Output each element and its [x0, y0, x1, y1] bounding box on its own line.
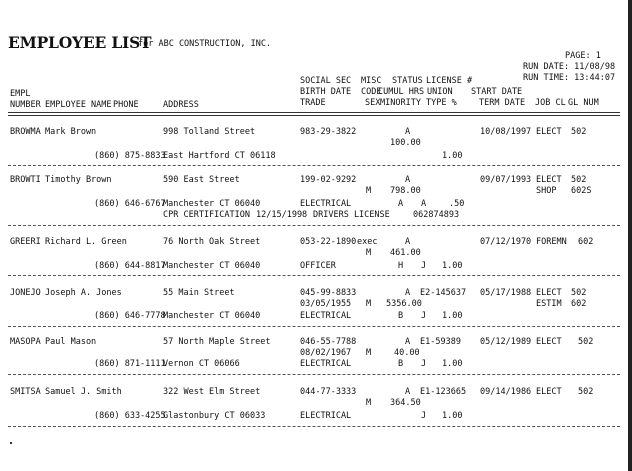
- start-date: 09/07/1993: [480, 175, 532, 185]
- license-number: E2-145637: [420, 288, 467, 298]
- gl-number-2: 602S: [571, 186, 592, 196]
- social-security: 046-55-7788: [300, 337, 357, 347]
- header-license: LICENSE #: [426, 76, 473, 86]
- certification-2: DRIVERS LICENSE: [313, 210, 390, 220]
- report-title: EMPLOYEE LIST: [8, 33, 152, 52]
- employee-id: JONEJO: [10, 288, 41, 298]
- employee-id: SMITSA: [10, 387, 41, 397]
- run-date: RUN DATE: 11/08/98: [523, 62, 616, 72]
- sex: M: [366, 299, 372, 309]
- sex: M: [366, 398, 372, 408]
- address-line2: Manchester CT 06040: [163, 311, 261, 321]
- job-class: ELECT: [536, 127, 562, 137]
- phone: (860) 633-4255: [94, 411, 166, 421]
- start-date: 09/14/1986: [480, 387, 532, 397]
- stray-mark: [10, 442, 12, 444]
- employee-id: MASOPA: [10, 337, 41, 347]
- minority: B: [398, 311, 404, 321]
- header-type-pct: TYPE %: [426, 98, 457, 108]
- trade: ELECTRICAL: [300, 199, 352, 209]
- job-class: ELECT: [536, 387, 562, 397]
- row-divider: [8, 426, 620, 427]
- status: A: [405, 237, 411, 247]
- address-line2: Manchester CT 06040: [163, 261, 261, 271]
- employee-id: GREERI: [10, 237, 41, 247]
- job-class: FOREMN: [536, 237, 567, 247]
- minority: H: [398, 261, 404, 271]
- address-line1: 322 West Elm Street: [163, 387, 261, 397]
- union-type: J: [421, 311, 427, 321]
- cumul-hours: 364.50: [390, 398, 421, 408]
- social-security: 199-02-9292: [300, 175, 357, 185]
- header-union: UNION: [427, 87, 453, 97]
- employee-id: BROWTI: [10, 175, 41, 185]
- address-line1: 76 North Oak Street: [163, 237, 261, 247]
- sex: M: [366, 248, 372, 258]
- certification: CPR CERTIFICATION: [163, 210, 250, 220]
- header-code: CODE: [361, 87, 382, 97]
- row-divider: [8, 374, 620, 375]
- page-edge-bar: [628, 0, 632, 471]
- address-line2: Vernon CT 06066: [163, 359, 240, 369]
- header-minority: MINORITY: [380, 98, 421, 108]
- report-subtitle: for ABC CONSTRUCTION, INC.: [138, 39, 272, 49]
- header-status: STATUS: [392, 76, 423, 86]
- phone: (860) 875-8833: [94, 151, 166, 161]
- cumul-hours: 798.00: [390, 186, 421, 196]
- sex: M: [366, 186, 372, 196]
- gl-number: 502: [571, 127, 587, 137]
- header-cumul-hrs: CUMUL HRS: [378, 87, 425, 97]
- header-rule: [8, 112, 620, 116]
- header-gl-num: GL NUM: [568, 98, 599, 108]
- trade: OFFICER: [300, 261, 336, 271]
- row-divider: [8, 326, 620, 327]
- job-class: ELECT: [536, 288, 562, 298]
- run-time: RUN TIME: 13:44:07: [523, 73, 616, 83]
- minority: B: [398, 359, 404, 369]
- row-divider: [8, 225, 620, 226]
- address-line1: 57 North Maple Street: [163, 337, 271, 347]
- job-class: ELECT: [536, 175, 562, 185]
- address-line2: Manchester CT 06040: [163, 199, 261, 209]
- address-line2: East Hartford CT 06118: [163, 151, 276, 161]
- employee-name: Timothy Brown: [45, 175, 112, 185]
- start-date: 10/08/1997: [480, 127, 532, 137]
- certification-date: 12/15/1998: [256, 210, 308, 220]
- union-pct: 1.00: [442, 359, 463, 369]
- address-line2: Glastonbury CT 06033: [163, 411, 266, 421]
- union-pct: 1.00: [442, 261, 463, 271]
- gl-number: 502: [571, 288, 587, 298]
- status: A: [405, 175, 411, 185]
- status: A: [405, 387, 411, 397]
- gl-number: 502: [571, 175, 587, 185]
- gl-number-2: 602: [571, 299, 587, 309]
- employee-name: Samuel J. Smith: [45, 387, 122, 397]
- social-security: 053-22-1890: [300, 237, 357, 247]
- employee-name: Richard L. Green: [45, 237, 127, 247]
- header-term-date: TERM DATE: [479, 98, 526, 108]
- certification-2-number: 062874893: [413, 210, 460, 220]
- start-date: 05/17/1988: [480, 288, 532, 298]
- header-address: ADDRESS: [163, 100, 199, 110]
- union-pct: 1.00: [442, 311, 463, 321]
- union-pct: .50: [449, 199, 465, 209]
- header-trade: TRADE: [300, 98, 326, 108]
- birth-date: 03/05/1955: [300, 299, 352, 309]
- employee-id: BROWMA: [10, 127, 41, 137]
- social-security: 044-77-3333: [300, 387, 357, 397]
- birth-date: 08/02/1967: [300, 348, 352, 358]
- status: A: [405, 288, 411, 298]
- status: A: [405, 337, 411, 347]
- header-ssn: SOCIAL SEC: [300, 76, 352, 86]
- row-divider: [8, 165, 620, 166]
- gl-number: 602: [578, 237, 594, 247]
- trade: ELECTRICAL: [300, 411, 352, 421]
- row-divider: [8, 275, 620, 276]
- gl-number: 502: [578, 387, 594, 397]
- union-pct: 1.00: [442, 411, 463, 421]
- phone: (860) 871-1111: [94, 359, 166, 369]
- start-date: 05/12/1989: [480, 337, 532, 347]
- job-class-2: ESTIM: [536, 299, 562, 309]
- address-line1: 590 East Street: [163, 175, 240, 185]
- job-class-2: SHOP: [536, 186, 557, 196]
- license-number: E1-123665: [420, 387, 467, 397]
- cumul-hours: 40.00: [394, 348, 420, 358]
- union-pct: 1.00: [442, 151, 463, 161]
- trade: ELECTRICAL: [300, 311, 352, 321]
- header-start-date: START DATE: [471, 87, 523, 97]
- header-misc: MISC: [361, 76, 382, 86]
- status: A: [405, 127, 411, 137]
- minority: A: [398, 199, 404, 209]
- phone: (860) 646-6767: [94, 199, 166, 209]
- header-employee-name: EMPLOYEE NAME: [45, 100, 112, 110]
- trade: ELECTRICAL: [300, 359, 352, 369]
- phone: (860) 644-8817: [94, 261, 166, 271]
- header-empl: EMPL: [10, 89, 31, 99]
- page-number: PAGE: 1: [565, 51, 601, 61]
- header-phone: PHONE: [113, 100, 139, 110]
- gl-number: 502: [578, 337, 594, 347]
- job-class: ELECT: [536, 337, 562, 347]
- social-security: 045-99-8833: [300, 288, 357, 298]
- start-date: 07/12/1970: [480, 237, 532, 247]
- union-type: J: [421, 261, 427, 271]
- cumul-hours: 461.00: [390, 248, 421, 258]
- union-type: J: [421, 359, 427, 369]
- header-birth-date: BIRTH DATE: [300, 87, 352, 97]
- header-job-cl: JOB CL: [535, 98, 566, 108]
- phone: (860) 646-7778: [94, 311, 166, 321]
- union-type: A: [421, 199, 427, 209]
- employee-name: Paul Mason: [45, 337, 97, 347]
- employee-name: Mark Brown: [45, 127, 97, 137]
- union-type: J: [421, 411, 427, 421]
- header-sex: SEX: [365, 98, 381, 108]
- cumul-hours: 5356.00: [386, 299, 422, 309]
- misc-code: exec: [357, 237, 378, 247]
- social-security: 983-29-3822: [300, 127, 357, 137]
- sex: M: [366, 348, 372, 358]
- address-line1: 55 Main Street: [163, 288, 235, 298]
- employee-name: Joseph A. Jones: [45, 288, 122, 298]
- address-line1: 998 Tolland Street: [163, 127, 256, 137]
- cumul-hours: 100.00: [390, 138, 421, 148]
- header-number: NUMBER: [10, 100, 41, 110]
- license-number: E1-59389: [420, 337, 461, 347]
